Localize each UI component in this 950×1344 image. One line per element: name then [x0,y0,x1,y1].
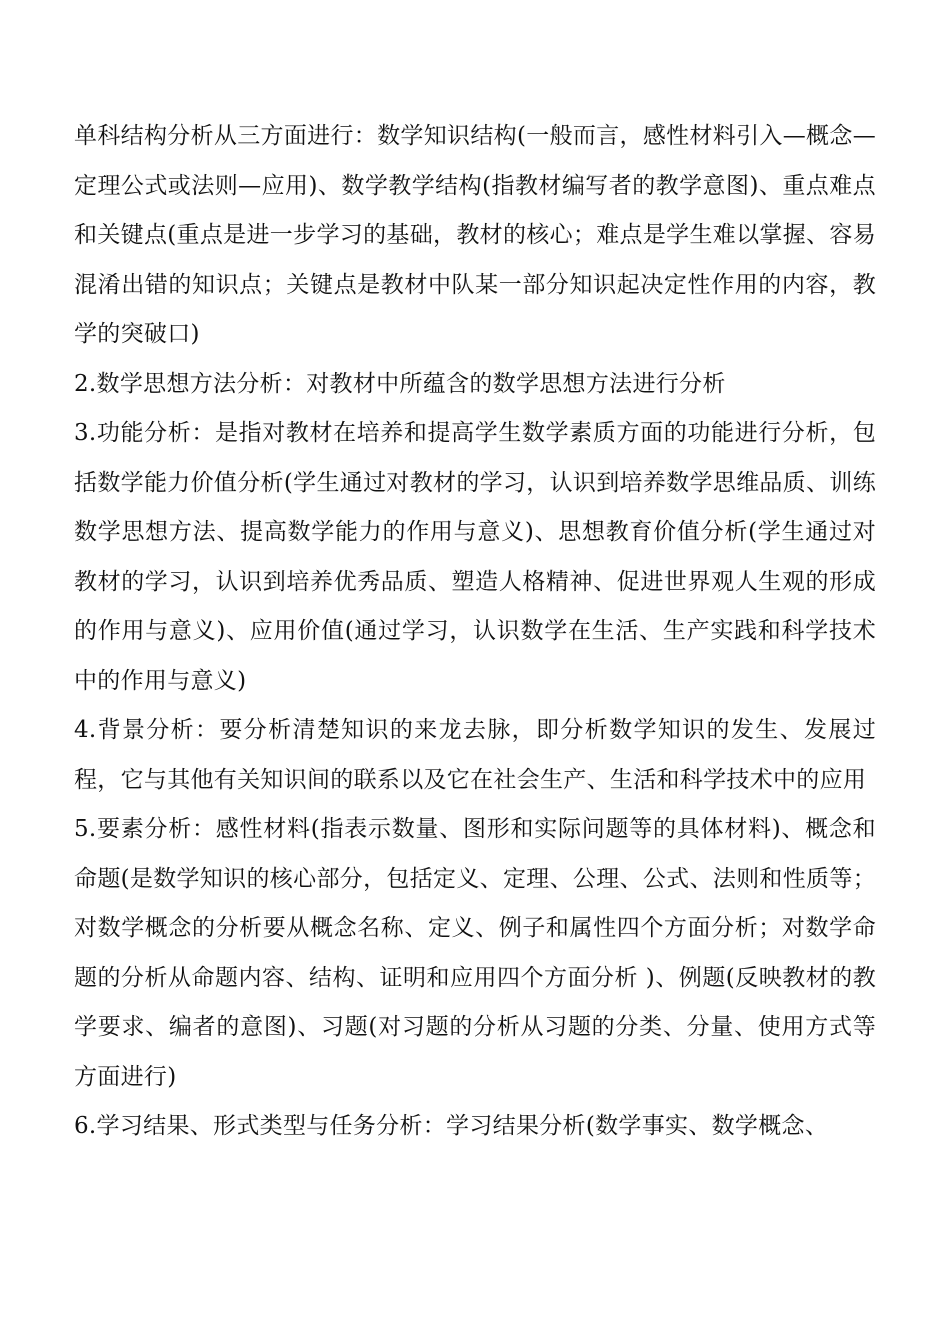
paragraph-function-analysis: 3.功能分析：是指对教材在培养和提高学生数学素质方面的功能进行分析，包括数学能力价值分析(学生通过对教材的学习，认识到培养数学思维品质、训练数学思想方法、提高数学能力的作用与意义)、思想教育价值分析(学生通过对教材的学习，认识到培养优秀品质、塑造人格精神、促进世界观人生观的形成的作用与意义)、应用价值(通过学习，认识数学在生活、生产实践和科学技术中的作用与意义) [74,420,876,694]
paragraph-element-analysis: 5.要素分析：感性材料(指表示数量、图形和实际问题等的具体材料)、概念和命题(是数学知识的核心部分，包括定义、定理、公理、公式、法则和性质等；对数学概念的分析要从概念名称、定义、例子和属性四个方面分析；对数学命题的分析从命题内容、结构、证明和应用四个方面分析 )、例题(反映教材的教学要求、编者的意图)、习题(对习题的分析从习题的分类、分量、使用方式等方面进行) [74,816,876,1090]
document-body [74,112,876,1152]
paragraph-background-analysis: 4.背景分析：要分析清楚知识的来龙去脉，即分析数学知识的发生、发展过程，它与其他有关知识间的联系以及它在社会生产、生活和科学技术中的应用 [74,717,876,793]
paragraph-math-thinking-methods: 2.数学思想方法分析：对教材中所蕴含的数学思想方法进行分析 [74,370,726,397]
paragraph-learning-outcome-analysis: 6.学习结果、形式类型与任务分析：学习结果分析(数学事实、数学概念、 [74,1113,829,1139]
paragraph-single-subject-structure: 单科结构分析从三方面进行：数学知识结构(一般而言，感性材料引入—概念—定理公式或法则—应用)、数学教学结构(指教材编写者的教学意图)、重点难点和关键点(重点是进一步学习的基础，教材的核心；难点是学生难以掌握、容易混淆出错的知识点；关键点是教材中队某一部分知识起决定性作用的内容，教学的突破口) [74,123,876,347]
